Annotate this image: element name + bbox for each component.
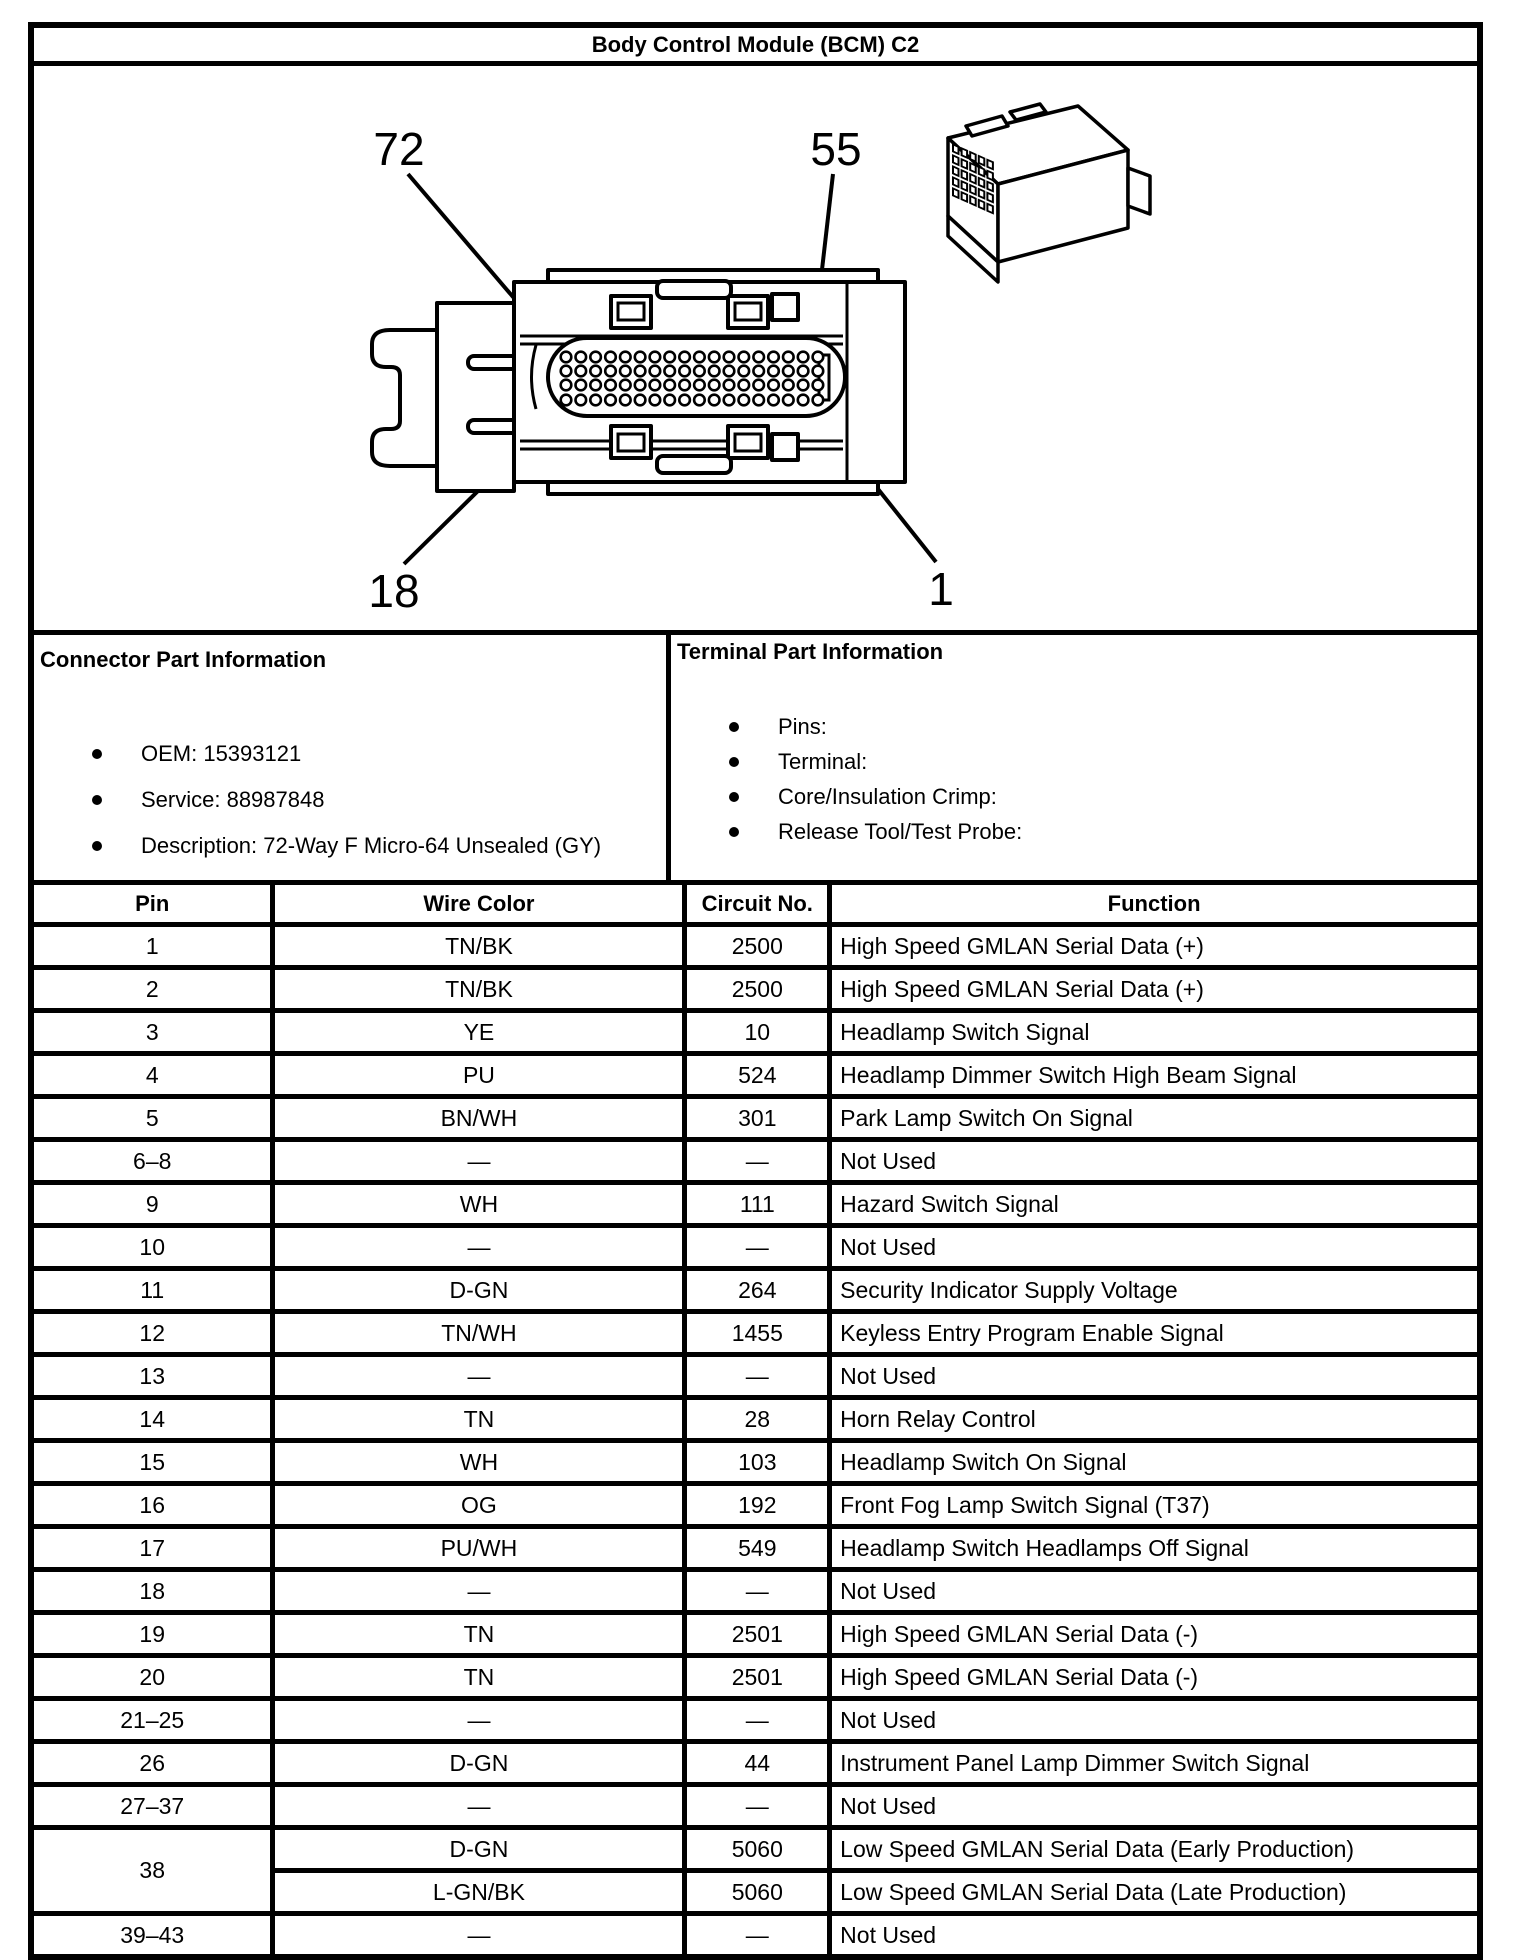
terminal-pin: [798, 380, 809, 391]
pin-cell: 15: [34, 1441, 273, 1484]
pin-cell: 1: [34, 925, 273, 968]
connector-part-information: [34, 635, 671, 880]
function-cell: Security Indicator Supply Voltage: [830, 1269, 1477, 1312]
table-row: [34, 968, 1477, 1011]
terminal-pin: [813, 352, 824, 363]
table-row: [34, 925, 1477, 968]
wire-color-cell: WH: [273, 1183, 685, 1226]
pin-cell: 6–8: [34, 1140, 273, 1183]
terminal-pin: [590, 395, 601, 406]
wire-color-cell: —: [273, 1699, 685, 1742]
function-cell: Front Fog Lamp Switch Signal (T37): [830, 1484, 1477, 1527]
function-cell: Park Lamp Switch On Signal: [830, 1097, 1477, 1140]
terminal-pin: [590, 380, 601, 391]
function-cell: Low Speed GMLAN Serial Data (Early Production): [830, 1828, 1477, 1871]
pin-table: [34, 885, 1477, 1954]
terminal-pin: [635, 395, 646, 406]
iso-pin-hole: [970, 196, 976, 205]
terminal-pin: [768, 380, 779, 391]
iso-pin-hole: [970, 174, 976, 183]
wire-color-cell: TN/WH: [273, 1312, 685, 1355]
iso-pin-hole: [953, 166, 959, 175]
pin-cell: 5: [34, 1097, 273, 1140]
circuit-cell: 1455: [685, 1312, 830, 1355]
iso-pin-hole: [970, 163, 976, 172]
terminal-pin: [813, 395, 824, 406]
table-row: [34, 1570, 1477, 1613]
latch-detail: [772, 294, 798, 320]
terminal-pin: [813, 366, 824, 377]
iso-pin-hole: [962, 159, 968, 168]
terminal-pin: [620, 366, 631, 377]
pin-18-label: 18: [368, 565, 420, 617]
circuit-cell: —: [685, 1140, 830, 1183]
center-key-bottom: [657, 456, 731, 473]
pin-cell: 12: [34, 1312, 273, 1355]
terminal-pin: [590, 352, 601, 363]
function-cell: Instrument Panel Lamp Dimmer Switch Signal: [830, 1742, 1477, 1785]
table-row: [34, 1183, 1477, 1226]
terminal-pin: [709, 380, 720, 391]
table-row: [34, 1398, 1477, 1441]
terminal-pin: [679, 352, 690, 363]
wire-color-cell: WH: [273, 1441, 685, 1484]
table-row: [34, 1226, 1477, 1269]
terminal-pin: [650, 366, 661, 377]
iso-pin-hole: [970, 185, 976, 194]
wire-color-cell: D-GN: [273, 1742, 685, 1785]
function-cell: High Speed GMLAN Serial Data (-): [830, 1656, 1477, 1699]
circuit-cell: 5060: [685, 1871, 830, 1914]
terminal-pin: [664, 366, 675, 377]
iso-pin-hole: [953, 177, 959, 186]
table-row: [34, 1699, 1477, 1742]
terminal-pin: [768, 352, 779, 363]
circuit-cell: —: [685, 1226, 830, 1269]
terminal-pin: [664, 352, 675, 363]
iso-pin-hole: [962, 192, 968, 201]
iso-pin-hole: [987, 171, 993, 180]
circuit-cell: 301: [685, 1097, 830, 1140]
circuit-cell: 264: [685, 1269, 830, 1312]
circuit-cell: 103: [685, 1441, 830, 1484]
wire-color-cell: —: [273, 1785, 685, 1828]
terminal-pin: [694, 395, 705, 406]
iso-pin-hole: [987, 193, 993, 202]
terminal-pin: [768, 366, 779, 377]
terminal-pin: [576, 352, 587, 363]
circuit-cell: —: [685, 1914, 830, 1955]
info-item: Pins:: [677, 709, 1471, 744]
wire-color-cell: —: [273, 1570, 685, 1613]
terminal-pin: [798, 366, 809, 377]
wire-color-cell: D-GN: [273, 1828, 685, 1871]
terminal-pin: [783, 395, 794, 406]
connector-left-bracket: [372, 330, 437, 466]
terminal-pin: [561, 352, 572, 363]
terminal-pin: [783, 380, 794, 391]
terminal-pin: [724, 352, 735, 363]
info-item: Description: 72-Way F Micro-64 Unsealed (GY): [40, 823, 660, 869]
terminal-pin: [635, 366, 646, 377]
terminal-pin: [605, 366, 616, 377]
terminal-pin: [709, 395, 720, 406]
column-header-wire-color: Wire Color: [273, 885, 685, 925]
pin-cell: 4: [34, 1054, 273, 1097]
circuit-cell: 10: [685, 1011, 830, 1054]
iso-pin-hole: [987, 182, 993, 191]
connector-diagram-cell: [34, 66, 1477, 635]
terminal-pin: [724, 366, 735, 377]
table-row: [34, 1054, 1477, 1097]
table-row: [34, 1613, 1477, 1656]
circuit-cell: —: [685, 1699, 830, 1742]
terminal-pin: [679, 380, 690, 391]
terminal-pin: [650, 352, 661, 363]
iso-pin-hole: [953, 155, 959, 164]
iso-pin-hole: [987, 204, 993, 213]
wire-color-cell: OG: [273, 1484, 685, 1527]
column-header-function: Function: [830, 885, 1477, 925]
terminal-pin: [768, 395, 779, 406]
iso-pin-hole: [979, 167, 985, 176]
terminal-pin: [561, 395, 572, 406]
terminal-pin: [724, 395, 735, 406]
table-row: [34, 1785, 1477, 1828]
terminal-pin: [635, 352, 646, 363]
table-row: [34, 1269, 1477, 1312]
terminal-pin: [709, 352, 720, 363]
table-row: [34, 1914, 1477, 1955]
iso-pin-hole: [979, 156, 985, 165]
wire-color-cell: —: [273, 1140, 685, 1183]
iso-pin-hole: [979, 189, 985, 198]
terminal-pin: [576, 366, 587, 377]
terminal-pin: [813, 380, 824, 391]
terminal-pin: [753, 352, 764, 363]
info-item: Service: 88987848: [40, 777, 660, 823]
function-cell: Headlamp Switch Headlamps Off Signal: [830, 1527, 1477, 1570]
iso-pin-hole: [970, 152, 976, 161]
connector-left-section: [437, 303, 514, 491]
circuit-cell: 524: [685, 1054, 830, 1097]
info-item: OEM: 15393121: [40, 731, 660, 777]
terminal-pin: [650, 395, 661, 406]
terminal-pin: [783, 352, 794, 363]
terminal-pin: [620, 380, 631, 391]
pin-cell: 17: [34, 1527, 273, 1570]
wire-color-cell: TN: [273, 1613, 685, 1656]
connector-3d-view: [948, 104, 1150, 282]
terminal-pin: [620, 352, 631, 363]
bcm-c2-connector-sheet: [28, 22, 1483, 1960]
terminal-pin: [739, 366, 750, 377]
pin-cell: 16: [34, 1484, 273, 1527]
function-cell: Not Used: [830, 1785, 1477, 1828]
pin-cell: 21–25: [34, 1699, 273, 1742]
pin-cell: 38: [34, 1828, 273, 1914]
header-row: [34, 885, 1477, 925]
circuit-cell: —: [685, 1785, 830, 1828]
function-cell: High Speed GMLAN Serial Data (-): [830, 1613, 1477, 1656]
table-row: [34, 1441, 1477, 1484]
terminal-pin: [679, 366, 690, 377]
function-cell: High Speed GMLAN Serial Data (+): [830, 925, 1477, 968]
terminal-pin: [590, 366, 601, 377]
wire-color-cell: TN/BK: [273, 968, 685, 1011]
pin-cell: 10: [34, 1226, 273, 1269]
terminal-pin: [753, 366, 764, 377]
circuit-cell: 5060: [685, 1828, 830, 1871]
column-header-pin: Pin: [135, 890, 170, 916]
column-header-circuit-no: Circuit No.: [685, 885, 830, 925]
table-row: [34, 1312, 1477, 1355]
iso-pin-hole: [962, 181, 968, 190]
wire-color-cell: PU/WH: [273, 1527, 685, 1570]
pin-72-label: 72: [373, 123, 425, 175]
latch-detail: [772, 434, 798, 460]
connector-part-information-heading: Connector Part Information: [40, 647, 327, 672]
terminal-pin: [605, 352, 616, 363]
circuit-cell: 2501: [685, 1656, 830, 1699]
terminal-pin: [753, 395, 764, 406]
iso-pin-hole: [953, 188, 959, 197]
terminal-pin: [709, 366, 720, 377]
pin-55-label: 55: [810, 123, 862, 175]
terminal-pin: [664, 380, 675, 391]
pin-cell: 3: [34, 1011, 273, 1054]
function-cell: Headlamp Switch Signal: [830, 1011, 1477, 1054]
terminal-pin: [783, 366, 794, 377]
circuit-cell: 2500: [685, 925, 830, 968]
terminal-pin: [635, 380, 646, 391]
terminal-pin: [798, 395, 809, 406]
function-cell: Headlamp Switch On Signal: [830, 1441, 1477, 1484]
circuit-cell: 2501: [685, 1613, 830, 1656]
connector-front-view: [372, 270, 905, 494]
iso-pin-hole: [962, 148, 968, 157]
wire-color-cell: TN: [273, 1398, 685, 1441]
iso-pin-hole: [979, 178, 985, 187]
circuit-cell: 44: [685, 1742, 830, 1785]
wire-color-cell: TN/BK: [273, 925, 685, 968]
function-cell: Headlamp Dimmer Switch High Beam Signal: [830, 1054, 1477, 1097]
iso-pin-hole: [979, 200, 985, 209]
iso-side-clip: [1128, 168, 1150, 214]
terminal-pin: [664, 395, 675, 406]
function-cell: Not Used: [830, 1355, 1477, 1398]
info-item: Terminal:: [677, 744, 1471, 779]
function-cell: Not Used: [830, 1914, 1477, 1955]
terminal-pin: [679, 395, 690, 406]
circuit-cell: —: [685, 1355, 830, 1398]
function-cell: Keyless Entry Program Enable Signal: [830, 1312, 1477, 1355]
page-title: Body Control Module (BCM) C2: [34, 28, 1477, 66]
circuit-cell: —: [685, 1570, 830, 1613]
pin-cell: 11: [34, 1269, 273, 1312]
pin-cell: 19: [34, 1613, 273, 1656]
circuit-cell: 2500: [685, 968, 830, 1011]
function-cell: High Speed GMLAN Serial Data (+): [830, 968, 1477, 1011]
function-cell: Hazard Switch Signal: [830, 1183, 1477, 1226]
connector-part-information-list: [40, 731, 660, 869]
info-item: Release Tool/Test Probe:: [677, 814, 1471, 849]
circuit-cell: 549: [685, 1527, 830, 1570]
wire-color-cell: TN: [273, 1656, 685, 1699]
table-row: [34, 1484, 1477, 1527]
function-cell: Not Used: [830, 1699, 1477, 1742]
wire-color-cell: BN/WH: [273, 1097, 685, 1140]
pin-cell: 26: [34, 1742, 273, 1785]
table-row: [34, 1742, 1477, 1785]
pin-cell: 27–37: [34, 1785, 273, 1828]
terminal-pin: [620, 395, 631, 406]
function-cell: Low Speed GMLAN Serial Data (Late Production): [830, 1871, 1477, 1914]
wire-color-cell: YE: [273, 1011, 685, 1054]
pin-cell: 18: [34, 1570, 273, 1613]
table-row: [34, 1828, 1477, 1871]
part-information-row: [34, 635, 1477, 885]
table-row: [34, 1355, 1477, 1398]
connector-diagram: [34, 66, 1477, 630]
pin-cell: 39–43: [34, 1914, 273, 1955]
terminal-pin: [798, 352, 809, 363]
table-row: [34, 1527, 1477, 1570]
terminal-pin: [739, 380, 750, 391]
terminal-pin: [605, 395, 616, 406]
wire-color-cell: D-GN: [273, 1269, 685, 1312]
circuit-cell: 192: [685, 1484, 830, 1527]
terminal-pin: [694, 380, 705, 391]
wire-color-cell: —: [273, 1355, 685, 1398]
iso-pin-hole: [962, 170, 968, 179]
terminal-pin: [561, 366, 572, 377]
function-cell: Not Used: [830, 1140, 1477, 1183]
terminal-pin: [576, 395, 587, 406]
table-row: [34, 1011, 1477, 1054]
function-cell: Not Used: [830, 1226, 1477, 1269]
circuit-cell: 111: [685, 1183, 830, 1226]
terminal-part-information: [671, 635, 1477, 880]
terminal-pin: [753, 380, 764, 391]
function-cell: Not Used: [830, 1570, 1477, 1613]
terminal-pin: [561, 380, 572, 391]
table-row: [34, 1097, 1477, 1140]
terminal-pin: [694, 366, 705, 377]
terminal-pin: [650, 380, 661, 391]
wire-color-cell: —: [273, 1226, 685, 1269]
pin-cell: 9: [34, 1183, 273, 1226]
wire-color-cell: —: [273, 1914, 685, 1955]
info-item: Core/Insulation Crimp:: [677, 779, 1471, 814]
terminal-pin: [739, 395, 750, 406]
center-key-top: [657, 281, 731, 298]
pin-cell: 20: [34, 1656, 273, 1699]
circuit-cell: 28: [685, 1398, 830, 1441]
wire-color-cell: PU: [273, 1054, 685, 1097]
pin-cell: 14: [34, 1398, 273, 1441]
iso-pin-hole: [953, 144, 959, 153]
iso-pin-hole: [987, 160, 993, 169]
pin-cell: 13: [34, 1355, 273, 1398]
function-cell: Horn Relay Control: [830, 1398, 1477, 1441]
pin-1-label: 1: [928, 563, 954, 615]
terminal-part-information-list: [677, 709, 1471, 849]
terminal-pin: [576, 380, 587, 391]
terminal-pin: [694, 352, 705, 363]
terminal-pin: [724, 380, 735, 391]
terminal-pin: [739, 352, 750, 363]
terminal-pin: [605, 380, 616, 391]
table-row: [34, 1656, 1477, 1699]
table-row: [34, 1140, 1477, 1183]
terminal-part-information-heading: Terminal Part Information: [677, 639, 944, 664]
pin-cell: 2: [34, 968, 273, 1011]
wire-color-cell: L-GN/BK: [273, 1871, 685, 1914]
